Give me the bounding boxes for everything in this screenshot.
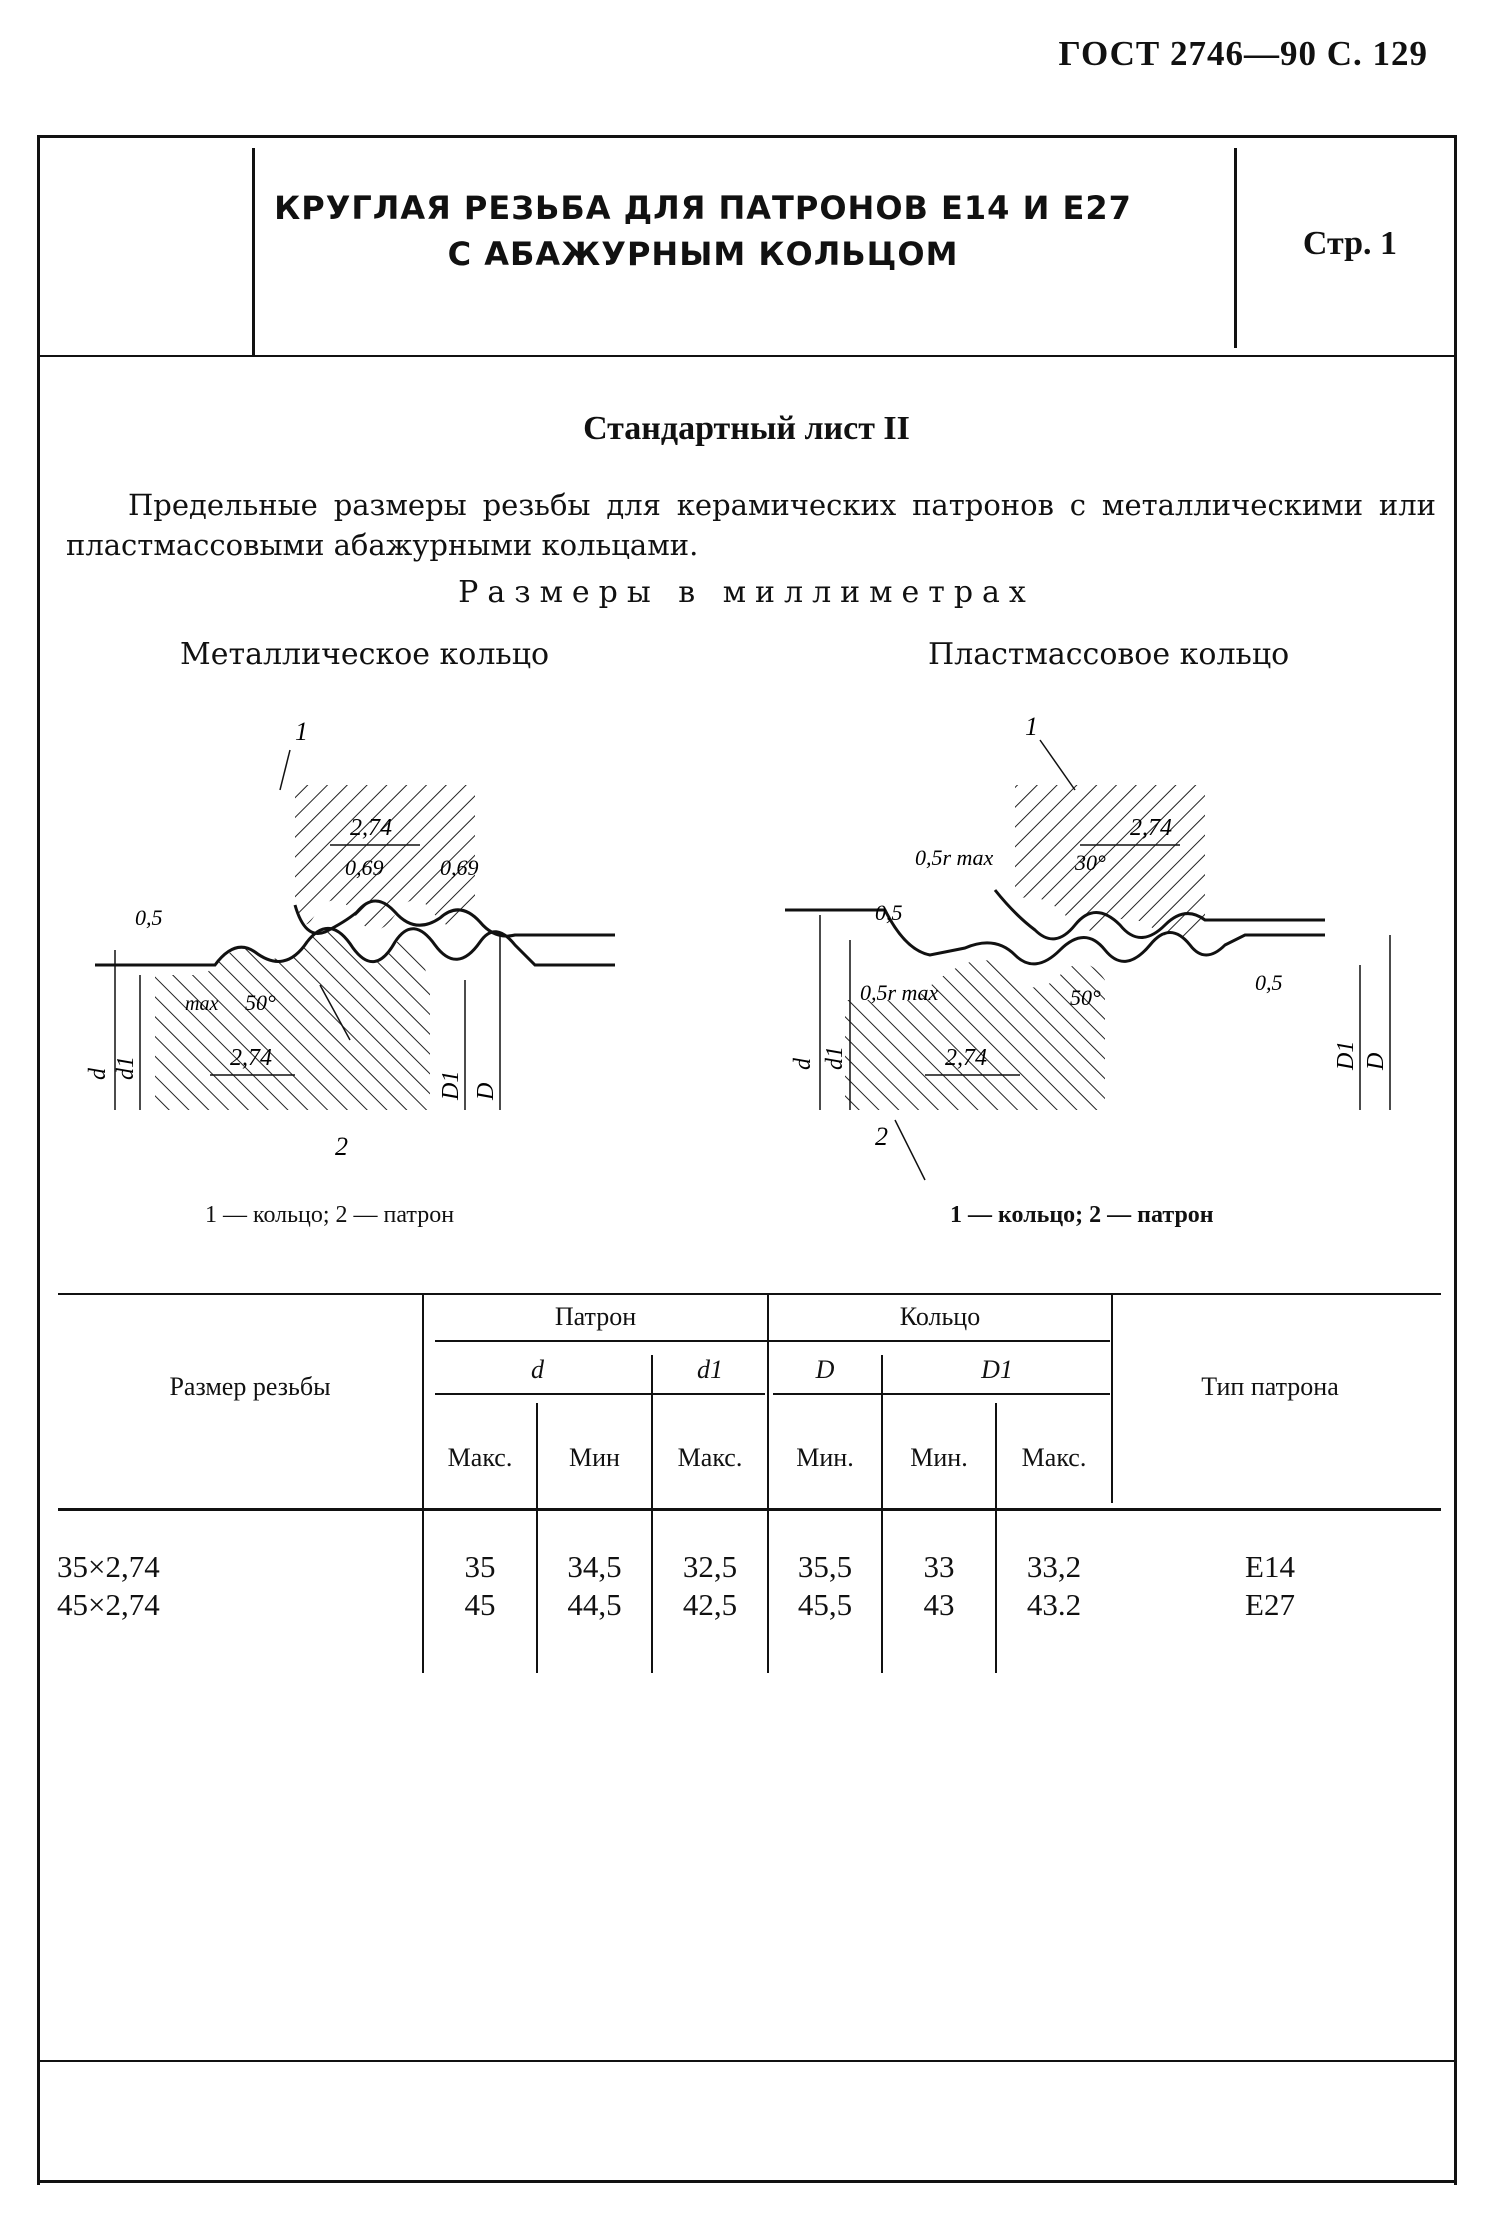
header-patron: Патрон: [554, 1302, 637, 1331]
metal-label-pitch-bottom: 2,74: [230, 1045, 272, 1071]
document-title: [175, 185, 1231, 277]
standard-reference: ГОСТ 2746—90 С. 129: [1058, 34, 1428, 73]
table-sub-rule-patron: [435, 1393, 765, 1395]
header-ring: Кольцо: [899, 1302, 981, 1331]
plastic-label-d1: d1: [822, 1046, 848, 1070]
cell-size: 45×2,74: [57, 1587, 160, 1622]
header-min-3: Мин.: [910, 1443, 968, 1472]
header-sub-d1: d1: [697, 1355, 723, 1384]
plastic-label-r-top: 0,5r max: [915, 845, 994, 870]
cell-d-min: 34,5: [567, 1549, 622, 1584]
plastic-label-r-left: 0,5: [875, 900, 903, 925]
table-group-rule: [435, 1340, 1110, 1342]
metal-label-d1: d1: [113, 1056, 139, 1080]
footer-rule-1: [37, 2060, 1457, 2062]
cell-D1-max: 33,2: [1026, 1549, 1082, 1584]
cell-type: E14: [1245, 1549, 1295, 1584]
header-sub-D1: D1: [981, 1355, 1013, 1384]
header-max-2: Макс.: [677, 1443, 743, 1472]
metal-label-r1: 0,69: [345, 855, 384, 880]
cell-d1-max: 32,5: [682, 1549, 738, 1584]
title-line-2: С АБАЖУРНЫМ КОЛЬЦОМ: [447, 235, 959, 273]
metal-label-D: D: [473, 1082, 499, 1100]
header-min-2: Мин.: [796, 1443, 854, 1472]
figure-title-plastic: Пластмассовое кольцо: [928, 637, 1290, 672]
plastic-label-d: d: [790, 1058, 816, 1070]
metal-label-pitch-top: 2,74: [350, 815, 392, 841]
sheet-title: Стандартный лист II: [583, 410, 910, 447]
figure-plastic-ring: [785, 700, 1445, 1180]
plastic-label-r-bottom: 0,5r max: [860, 980, 939, 1005]
cell-d-max: 35: [464, 1549, 496, 1584]
title-line-1: КРУГЛАЯ РЕЗЬБА ДЛЯ ПАТРОНОВ Е14 И Е27: [274, 189, 1132, 227]
metal-label-r2: 0,69: [440, 855, 479, 880]
description-paragraph: Предельные размеры резьбы для керамических патронов с металлическими или пластмассовыми абажурными кольцами.: [66, 488, 1436, 562]
header-min-1: Мин: [569, 1443, 620, 1472]
header-max-1: Макс.: [447, 1443, 513, 1472]
metal-label-rmax: max: [185, 993, 219, 1015]
title-divider-right: [1234, 148, 1237, 348]
plastic-label-pitch-bottom: 2,74: [945, 1045, 987, 1071]
cell-d-max: 45: [464, 1587, 496, 1622]
figure-metal-ring: [85, 700, 735, 1180]
plastic-label-pitch-top: 2,74: [1130, 815, 1172, 841]
header-type: Тип патрона: [1201, 1372, 1339, 1401]
cell-D1-max: 43.2: [1026, 1587, 1082, 1622]
plastic-label-part-no: 2: [875, 1122, 888, 1151]
table-top-rule: [58, 1293, 1441, 1295]
header-sub-D: D: [815, 1355, 835, 1384]
cell-d-min: 44,5: [567, 1587, 622, 1622]
title-block-bottom-rule: [37, 355, 1457, 357]
header-size: Размер резьбы: [169, 1372, 331, 1401]
footer-rule-2: [37, 2180, 1457, 2183]
plastic-label-r-right: 0,5: [1255, 970, 1283, 995]
metal-label-d: d: [85, 1068, 111, 1080]
metal-label-r3: 0,5: [135, 905, 163, 930]
plastic-label-angle: 50°: [1070, 985, 1101, 1010]
table-vrule-5: [881, 1355, 883, 1673]
figure-legend-metal: 1 — кольцо; 2 — патрон: [205, 1202, 455, 1228]
frame-top-rule: [37, 135, 1457, 138]
cell-D-min: 45,5: [797, 1587, 853, 1622]
metal-label-angle: 50°: [245, 990, 276, 1015]
metal-label-ring-no: 1: [295, 717, 308, 746]
dimensions-note: Размеры в миллиметрах: [458, 575, 1035, 610]
metal-label-part-no: 2: [335, 1132, 348, 1161]
header-sub-d: d: [531, 1355, 544, 1384]
plastic-label-ring-no: 1: [1025, 712, 1038, 741]
table-sub-rule-ring: [773, 1393, 1110, 1395]
figure-legend-plastic: 1 — кольцо; 2 — патрон: [950, 1202, 1214, 1228]
cell-D1-min: 43: [923, 1587, 955, 1622]
table-vrule-3: [651, 1355, 653, 1673]
plastic-label-D1: D1: [1333, 1040, 1359, 1070]
cell-D-min: 35,5: [797, 1549, 853, 1584]
header-max-3: Макс.: [1021, 1443, 1087, 1472]
cell-size: 35×2,74: [57, 1549, 160, 1584]
metal-label-D1: D1: [438, 1070, 464, 1100]
cell-type: E27: [1245, 1587, 1295, 1622]
cell-D1-min: 33: [923, 1549, 955, 1584]
plastic-label-angle-top: 30°: [1075, 850, 1106, 875]
table-vrule-7: [1111, 1293, 1113, 1503]
figure-title-metal: Металлическое кольцо: [180, 637, 550, 672]
table-header-bottom-rule: [58, 1508, 1441, 1511]
page-number: Стр. 1: [1302, 225, 1398, 262]
plastic-label-D: D: [1363, 1052, 1389, 1070]
cell-d1-max: 42,5: [682, 1587, 738, 1622]
